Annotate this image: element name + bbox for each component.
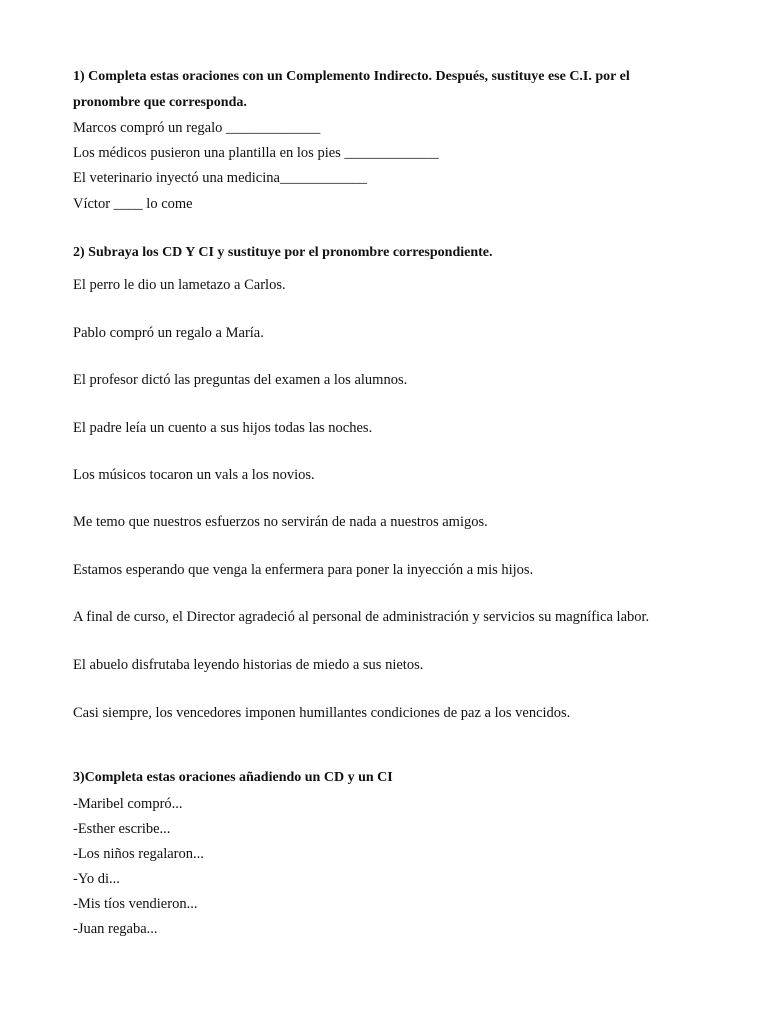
section1-item: Los médicos pusieron una plantilla en los pies _____________ xyxy=(73,145,439,161)
section3-item: -Juan regaba... xyxy=(73,921,158,937)
section3-item: -Yo di... xyxy=(73,871,120,887)
section2-item: El profesor dictó las preguntas del examen a los alumnos. xyxy=(73,372,408,388)
section1-item: El veterinario inyectó una medicina____________ xyxy=(73,170,367,186)
section2-item: Los músicos tocaron un vals a los novios. xyxy=(73,467,315,483)
section2-item: El padre leía un cuento a sus hijos todas las noches. xyxy=(73,420,373,436)
section1-heading-line1: 1) Completa estas oraciones con un Complemento Indirecto. Después, sustituye ese C.I. por el xyxy=(73,69,630,84)
section2-item: Casi siempre, los vencedores imponen humillantes condiciones de paz a los vencidos. xyxy=(73,705,571,721)
section2-heading: 2) Subraya los CD Y CI y sustituye por el pronombre correspondiente. xyxy=(73,245,493,260)
section2-item: El abuelo disfrutaba leyendo historias de miedo a sus nietos. xyxy=(73,657,424,673)
section1-item: Víctor ____ lo come xyxy=(73,196,193,212)
section1-item: Marcos compró un regalo _____________ xyxy=(73,120,321,136)
section3-item: -Maribel compró... xyxy=(73,796,183,812)
section2-item: Estamos esperando que venga la enfermera para poner la inyección a mis hijos. xyxy=(73,562,534,578)
section3-item: -Mis tíos vendieron... xyxy=(73,896,198,912)
section2-item: Pablo compró un regalo a María. xyxy=(73,325,264,341)
section3-heading: 3)Completa estas oraciones añadiendo un CD y un CI xyxy=(73,770,393,785)
section3-item: -Esther escribe... xyxy=(73,821,171,837)
section2-item: Me temo que nuestros esfuerzos no servirán de nada a nuestros amigos. xyxy=(73,514,488,530)
section1-heading-line2: pronombre que corresponda. xyxy=(73,95,247,110)
section2-item: A final de curso, el Director agradeció al personal de administración y servicios su magnífica labor. xyxy=(73,609,650,625)
section2-item: El perro le dio un lametazo a Carlos. xyxy=(73,277,286,293)
section3-item: -Los niños regalaron... xyxy=(73,846,204,862)
